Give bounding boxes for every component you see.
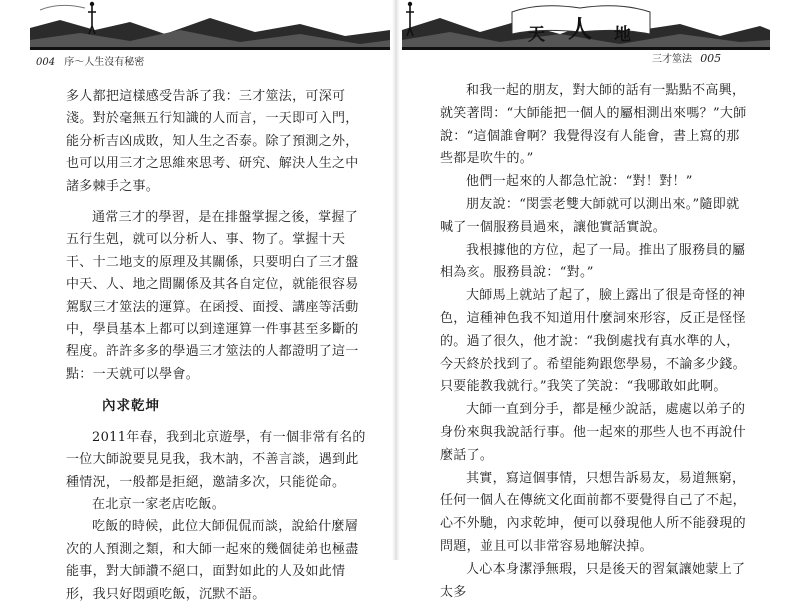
left-running-title: 序～人生沒有秘密	[64, 57, 145, 68]
paragraph: 多人都把這樣感受告訴了我：三才筮法，可深可淺。對於毫無五行知識的人而言，一天即可入門，能分析吉凶成敗，知人生之否泰。除了預測之外，也可以用三才之思維來思考、研究、解決人生之中諸多棘手之事。	[66, 89, 359, 194]
paragraph: 2011年春，我到北京遊學，有一個非常有名的一位大師說要見見我，我木訥，不善言談，遇到此種情況，一般都是拒絕，邀請多次，只能從命。	[66, 429, 366, 490]
paragraph: 和我一起的朋友，對大師的話有一點點不高興，就笑著問：“大師能把一個人的屬相測出來嗎？”大師說：“這個誰會啊？我覺得沒有人能會，書上寫的那些都是吹牛的。”	[440, 83, 747, 167]
right-page-number: 005	[700, 52, 722, 65]
right-page-body	[440, 80, 752, 604]
paragraph: 朋友說：“閔雲老雙大師就可以測出來。”隨即就喊了一個服務員過來，讓他實話實說。	[440, 196, 740, 235]
left-page-body	[66, 86, 366, 606]
paragraph: 我根據他的方位，起了一局。推出了服務員的屬相為亥。服務員說：“對。”	[440, 242, 746, 281]
right-running-title: 三才筮法	[652, 54, 692, 65]
paragraph: 他們一起來的人都急忙說：“對！對！”	[466, 174, 693, 190]
section-title: 內求乾坤	[102, 398, 160, 415]
banner-char-earth: 地	[614, 25, 631, 45]
paragraph: 其實，寫這個事情，只想告訴易友，易道無窮，任何一個人在傳統文化面前都不要覺得自己了不起，心不外馳，內求乾坤，便可以發現他人所不能發現的問題，並且可以非常容易地解決掉。	[440, 470, 746, 554]
banner-char-human: 人	[568, 14, 592, 43]
left-running-header	[36, 53, 144, 68]
paragraph: 通常三才的學習，是在排盤掌握之後，掌握了五行生剋，就可以分析人、事、物了。掌握十天干、十二地支的原理及其關係，只要明白了三才盤中天、人、地之間關係及其各自定位，就能很容易駕馭三才筮法的運算。在函授、面授、講座等活動中，學員基本上都可以到達運算一件事甚至多斷的程度。許許多多的學過三才筮法的人都證明了這一點：一天就可以學會。	[66, 210, 359, 382]
paragraph: 人心本身潔淨無瑕，只是後天的習氣讓她蒙上了太多	[440, 561, 746, 600]
right-running-header	[652, 50, 721, 65]
paragraph: 大師一直到分手，都是極少說話，處處以弟子的身份來與我說話行事。他一起來的那些人也不再說什麼話了。	[440, 402, 746, 463]
book-gutter	[392, 0, 400, 560]
paragraph: 吃飯的時候，此位大師侃侃而談，說給什麼層次的人預測之類，和大師一起來的幾個徒弟也極盡能事，對大師讚不絕口，面對如此的人及如此情形，我只好悶頭吃飯，沉默不語。	[66, 519, 359, 602]
left-page-number: 004	[36, 57, 56, 68]
paragraph: 在北京一家老店吃飯。	[92, 496, 226, 512]
banner-char-sky: 天	[528, 25, 545, 45]
paragraph: 大師馬上就站了起了，臉上露出了很是奇怪的神色，這種神色我不知道用什麼詞來形容，反正是怪怪的。過了很久，他才說：“我倒處找有真水準的人，今天終於找到了。希望能夠跟您學易，不論多少錢。只要能教我就行。”我笑了笑說：“我哪敢如此啊。	[440, 288, 746, 395]
